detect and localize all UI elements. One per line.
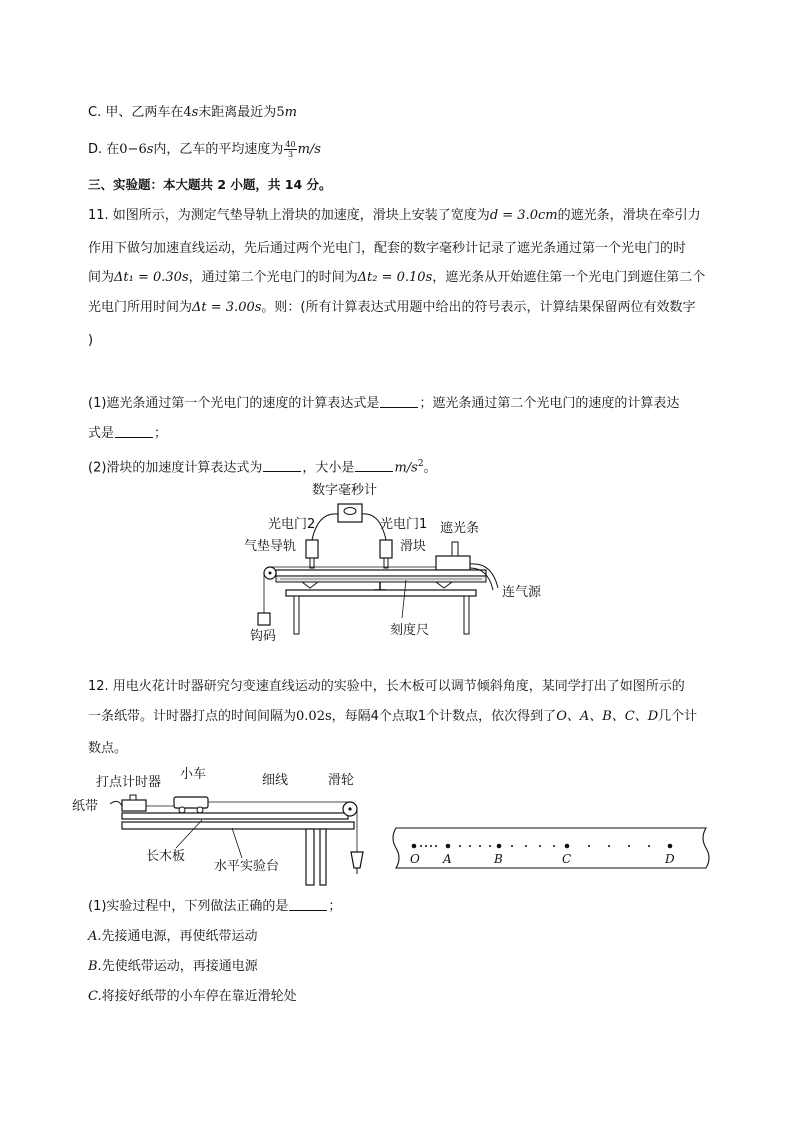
q11-text: 光电门所用时间为: [88, 300, 193, 315]
q12-line-2: [88, 708, 697, 726]
tape-dot: [435, 845, 437, 847]
q11-eq-t1: Δt₁ = 0.30s: [114, 270, 189, 285]
unit-sup: 2: [417, 459, 424, 469]
label-slider: 滑块: [400, 539, 427, 554]
option-b-letter: B.: [88, 959, 102, 974]
spark-timer-knob: [130, 795, 136, 800]
fraction-denominator: 3: [287, 150, 294, 159]
tape-dot: [553, 845, 555, 847]
table-leg-right: [464, 596, 469, 634]
count-dot-a: [446, 844, 451, 849]
q11-text: 的遮光条，滑块在牵引力: [557, 208, 701, 223]
pulley-center: [348, 807, 351, 810]
gate-1-post: [384, 558, 388, 568]
unit-m-s: m/s: [394, 460, 418, 476]
count-dot-o: [412, 844, 417, 849]
option-c: [88, 104, 297, 122]
q12-line-3: 数点。: [88, 741, 128, 756]
table-top: [286, 590, 476, 596]
count-dot-c: [565, 844, 570, 849]
q11-text: 式是: [88, 426, 115, 441]
tape-dot: [608, 845, 610, 847]
q11-part-1-cont: [88, 425, 167, 443]
q11-text: 。则：(所有计算表达式用题中给出的符号表示，计算结果保留两位有效数字: [261, 300, 696, 315]
q12-points: O、A、B、C、D: [556, 709, 659, 724]
q11-line-2: 作用下做匀加速直线运动，先后通过两个光电门，配套的数字毫秒计记录了遮光条通过第一个光电门的时: [88, 241, 687, 256]
option-d-unit: m/s: [297, 142, 321, 157]
label-gate1: 光电门1: [380, 517, 428, 532]
table-leg-left: [294, 596, 299, 634]
tape-dot: [511, 845, 513, 847]
hanging-weight: [351, 852, 363, 868]
q11-text: 。: [423, 460, 437, 476]
answer-blank[interactable]: [263, 459, 301, 472]
tape-dot: [430, 845, 432, 847]
q12-eq-interval: 0.02s: [296, 709, 332, 724]
count-dot-b: [497, 844, 502, 849]
tape-dot: [425, 845, 427, 847]
tape-dot: [469, 845, 471, 847]
q12-text: ，每隔4个点取1个计数点，依次得到了: [331, 709, 557, 724]
option-c-unit-m: m: [284, 105, 297, 120]
q12-line-1: 12. 用电火花计时器研究匀变速直线运动的实验中，长木板可以调节倾斜角度，某同学打出了如图所示的: [88, 679, 685, 694]
gate-1: [380, 540, 392, 558]
gate-2-post: [310, 558, 314, 568]
q12-part-1: [88, 898, 341, 916]
tape-dot: [479, 845, 481, 847]
q11-text: ；遮光条通过第二个光电门的速度的计算表达: [419, 396, 680, 411]
q11-line-4: [88, 299, 695, 317]
tape-label-a: A: [443, 852, 452, 866]
label-tape: 纸带: [72, 799, 99, 814]
tape-dot: [420, 845, 422, 847]
q11-part-2: [88, 455, 437, 477]
option-c-unit-s: s: [191, 105, 199, 120]
shutter-strip: [452, 542, 458, 556]
option-d-range: 0−6: [119, 142, 147, 157]
q12-text: 一条纸带。计时器打点的时间间隔为: [88, 709, 297, 724]
q11-eq-t: Δt = 3.00s: [192, 300, 262, 315]
car-body: [174, 797, 208, 808]
q11-line-5: ): [88, 333, 94, 348]
hook-weight: [258, 613, 270, 625]
label-weight: 钩码: [250, 629, 277, 644]
label-gate2: 光电门2: [268, 517, 316, 532]
option-c-prefix: C. 甲、乙两车在: [88, 105, 184, 120]
tape-dot: [525, 845, 527, 847]
label-table: 水平实验台: [214, 859, 280, 874]
lab-table-leg-2: [320, 829, 326, 885]
q12-text: (1)实验过程中，下列做法正确的是: [88, 899, 289, 914]
spark-timer-body: [122, 800, 146, 811]
tape-dot: [588, 845, 590, 847]
gate-2: [306, 540, 318, 558]
option-a-text: 先接通电源，再使纸带运动: [101, 929, 258, 944]
tape-curl: [110, 801, 122, 806]
option-c-distance: 5: [276, 105, 285, 120]
label-ruler: 刻度尺: [390, 623, 430, 638]
q11-text: ，通过第二个光电门的时间为: [188, 270, 358, 285]
car-wheel: [197, 807, 203, 813]
tape-outline: [393, 828, 709, 868]
option-d-prefix: D. 在: [88, 142, 120, 157]
q11-text: ，遮光条从开始遮住第一个光电门到遮住第二个: [432, 270, 706, 285]
slider-block: [436, 556, 470, 570]
q11-text: ，大小是: [302, 460, 355, 476]
wire-gate2: [312, 514, 338, 540]
label-timer: 数字毫秒计: [312, 483, 378, 498]
q11-line-1: [88, 207, 701, 225]
label-air: 连气源: [502, 585, 542, 600]
option-d-unit-s: s: [146, 142, 154, 157]
option-a-letter: A.: [88, 929, 102, 944]
q12-text: 几个计: [658, 709, 698, 724]
label-board: 长木板: [146, 849, 186, 864]
fraction-numerator: 40: [285, 140, 296, 149]
q11-text: 间为: [88, 270, 115, 285]
lab-table-top: [122, 822, 354, 829]
option-b-text: 先使纸带运动，再接通电源: [101, 959, 258, 974]
option-c-time: 4: [183, 105, 192, 120]
label-track: 气垫导轨: [244, 539, 297, 554]
answer-blank[interactable]: [289, 898, 327, 911]
section-header: 三、实验题：本大题共 2 小题，共 14 分。: [88, 177, 332, 192]
answer-blank[interactable]: [355, 459, 393, 472]
q11-text: 11. 如图所示，为测定气垫导轨上滑块的加速度，滑块上安装了宽度为: [88, 208, 490, 223]
label-car: 小车: [180, 767, 207, 782]
q11-part-1: [88, 395, 679, 413]
label-shutter: 遮光条: [440, 521, 480, 536]
answer-blank[interactable]: [380, 395, 418, 408]
q12-option-b[interactable]: [88, 958, 258, 976]
q12-text: ；: [328, 899, 342, 914]
q11-eq-t2: Δt₂ = 0.10s: [357, 270, 433, 285]
tape-label-c: C: [562, 852, 572, 866]
count-dot-d: [668, 844, 673, 849]
track-support-right: [436, 582, 452, 588]
answer-blank[interactable]: [115, 425, 153, 438]
option-c-text: 将接好纸带的小车停在靠近滑轮处: [101, 989, 297, 1004]
pulley-axle: [269, 572, 272, 575]
table-leader: [232, 828, 242, 858]
label-pulley: 滑轮: [328, 773, 355, 788]
track-support-left: [302, 582, 318, 588]
option-d: [88, 137, 321, 163]
tape-dot: [489, 845, 491, 847]
q11-text: (1)遮光条通过第一个光电门的速度的计算表达式是: [88, 396, 380, 411]
tape-label-d: D: [665, 852, 675, 866]
tape-dot: [459, 845, 461, 847]
option-c-middle: 末距离最近为: [198, 105, 277, 120]
tape-dot: [628, 845, 630, 847]
option-d-fraction: [284, 140, 296, 159]
car-wheel: [179, 807, 185, 813]
label-string: 细线: [262, 773, 289, 788]
paper-tape-figure: [392, 826, 714, 872]
option-c-letter: C.: [88, 989, 102, 1004]
air-track-figure: [230, 478, 570, 646]
q12-option-c[interactable]: [88, 988, 297, 1006]
spark-timer-figure: [66, 764, 384, 892]
timer-box: [338, 504, 362, 522]
ruler-leader: [402, 580, 406, 618]
tape-label-b: B: [494, 852, 503, 866]
q11-text: ；: [154, 426, 168, 441]
tape-label-o: O: [410, 852, 420, 866]
q11-line-3: [88, 269, 705, 287]
tape-dot: [539, 845, 541, 847]
q12-option-a[interactable]: [88, 928, 258, 946]
label-spark-timer: 打点计时器: [96, 775, 162, 790]
lab-table-leg: [306, 829, 314, 885]
track-top: [276, 570, 486, 576]
long-board: [122, 813, 348, 819]
tape-dot: [648, 845, 650, 847]
q11-eq-d: d = 3.0cm: [489, 208, 558, 223]
q11-text: (2)滑块的加速度计算表达式为: [88, 460, 263, 476]
option-d-middle: 内，乙车的平均速度为: [153, 142, 284, 157]
